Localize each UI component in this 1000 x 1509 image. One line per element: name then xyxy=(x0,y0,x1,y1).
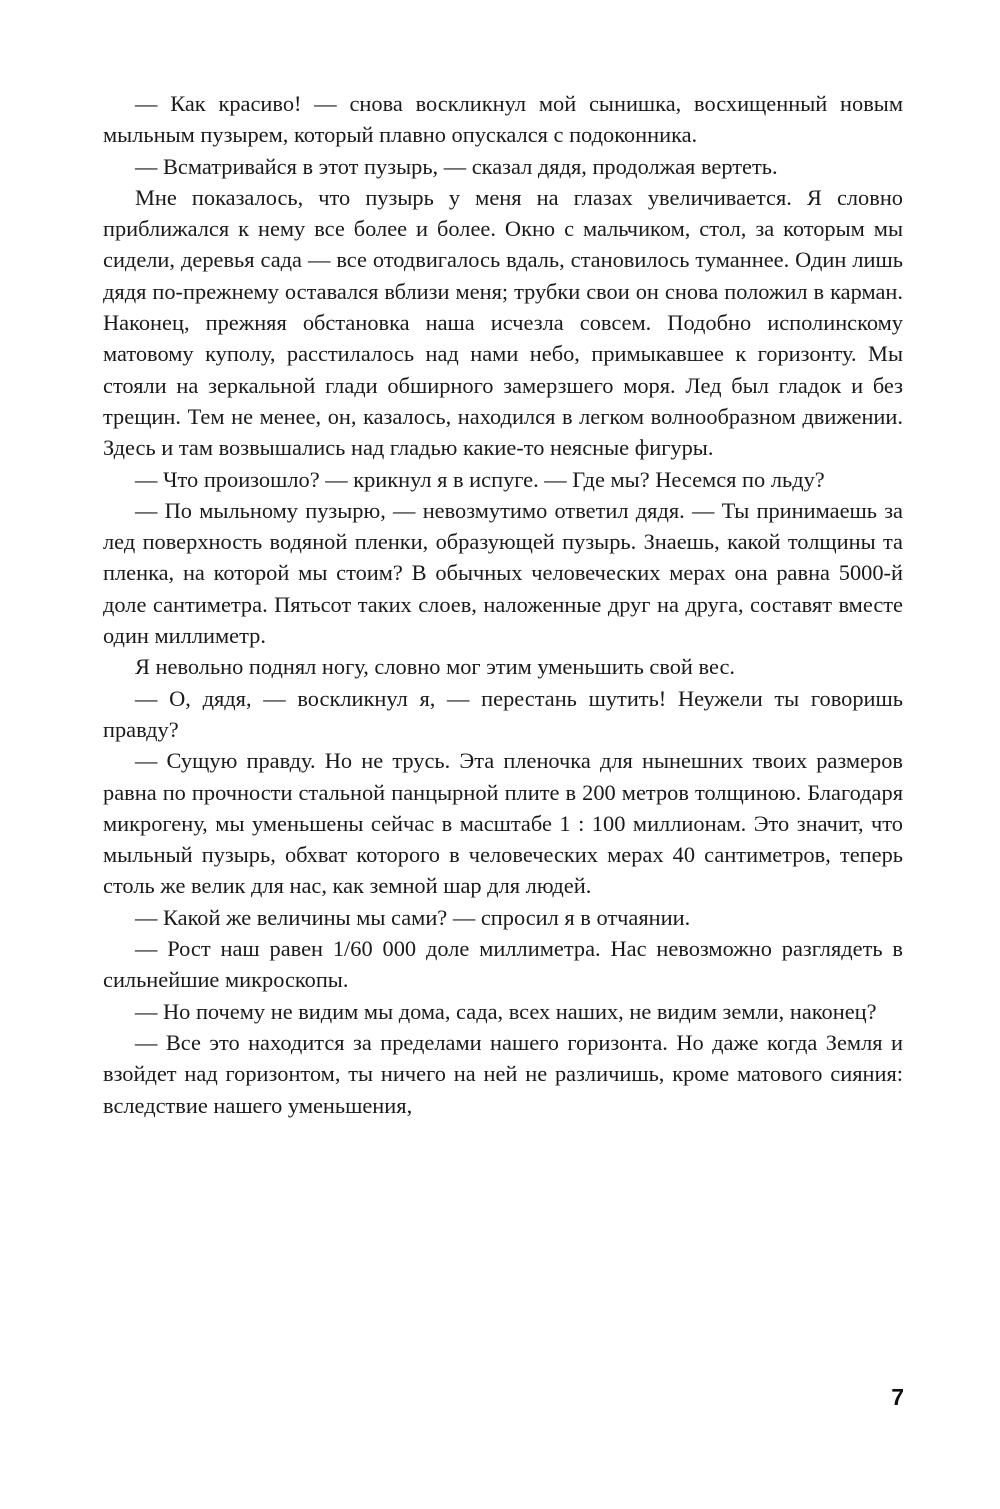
paragraph-8: — Сущую правду. Но не трусь. Эта пленочка для нынешних твоих размеров равна по прочности стальной панцырной плите в 200 метров толщиною. Благодаря микрогену, мы уменьшены сейчас в масштабе 1 : 100 миллионам. Это значит, что мыльный пузырь, обхват которого в человеческих мерах 40 сантиметров, теперь столь же велик для нас, как земной шар для людей. xyxy=(103,748,903,899)
paragraph-2: — Всматривайся в этот пузырь, — сказал дядя, продолжая вертеть. xyxy=(135,153,778,179)
paragraph-5: — По мыльному пузырю, — невозмутимо ответил дядя. — Ты принимаешь за лед поверхность водяной пленки, образующей пузырь. Знаешь, какой толщины та пленка, на которой мы стоим? В обычных человеческих мерах она равна 5000-й доле сантиметра. Пятьсот таких слоев, наложенные друг на друга, составят вместе один миллиметр. xyxy=(103,497,903,649)
paragraph-1: — Как красиво! — снова воскликнул мой сынишка, восхищенный новым мыльным пузырем, который плавно опускался с подоконника. xyxy=(103,91,903,148)
paragraph-12: — Все это находится за пределами нашего горизонта. Но даже когда Земля и взойдет над горизонтом, ты ничего на ней не различишь, кроме матового сияния: вследствие нашего уменьшения, xyxy=(103,1029,903,1118)
paragraph-3: Мне показалось, что пузырь у меня на глазах увеличивается. Я словно приближался к нему все более и более. Окно с мальчиком, стол, за которым мы сидели, деревья сада — все отодвигалось вдаль, становилось туманнее. Один лишь дядя по-прежнему оставался вблизи меня; трубки свои он снова положил в карман. Наконец, прежняя обстановка наша исчезла совсем. Подобно исполинскому матовому куполу, расстилалось над нами небо, примыкавшее к горизонту. Мы стояли на зеркальной глади обширного замерзшего моря. Лед был гладок и без трещин. Тем не менее, он, казалось, находился в легком волнообразном движении. Здесь и там возвышались над гладью какие-то неясные фигуры. xyxy=(103,184,903,461)
paragraph-4: — Что произошло? — крикнул я в испуге. — Где мы? Несемся по льду? xyxy=(135,466,825,492)
paragraph-10: — Рост наш равен 1/60 000 доле миллиметра. Нас невозможно разглядеть в сильнейшие микроскопы. xyxy=(103,936,903,993)
paragraph-11: — Но почему не видим мы дома, сада, всех наших, не видим земли, наконец? xyxy=(135,998,877,1024)
page-number: 7 xyxy=(891,1384,904,1410)
body-text xyxy=(103,88,903,1121)
paragraph-9: — Какой же величины мы сами? — спросил я в отчаянии. xyxy=(135,904,691,930)
paragraph-6: Я невольно поднял ногу, словно мог этим уменьшить свой вес. xyxy=(135,654,735,680)
paragraph-7: — О, дядя, — воскликнул я, — перестань шутить! Неужели ты говоришь правду? xyxy=(103,685,903,742)
